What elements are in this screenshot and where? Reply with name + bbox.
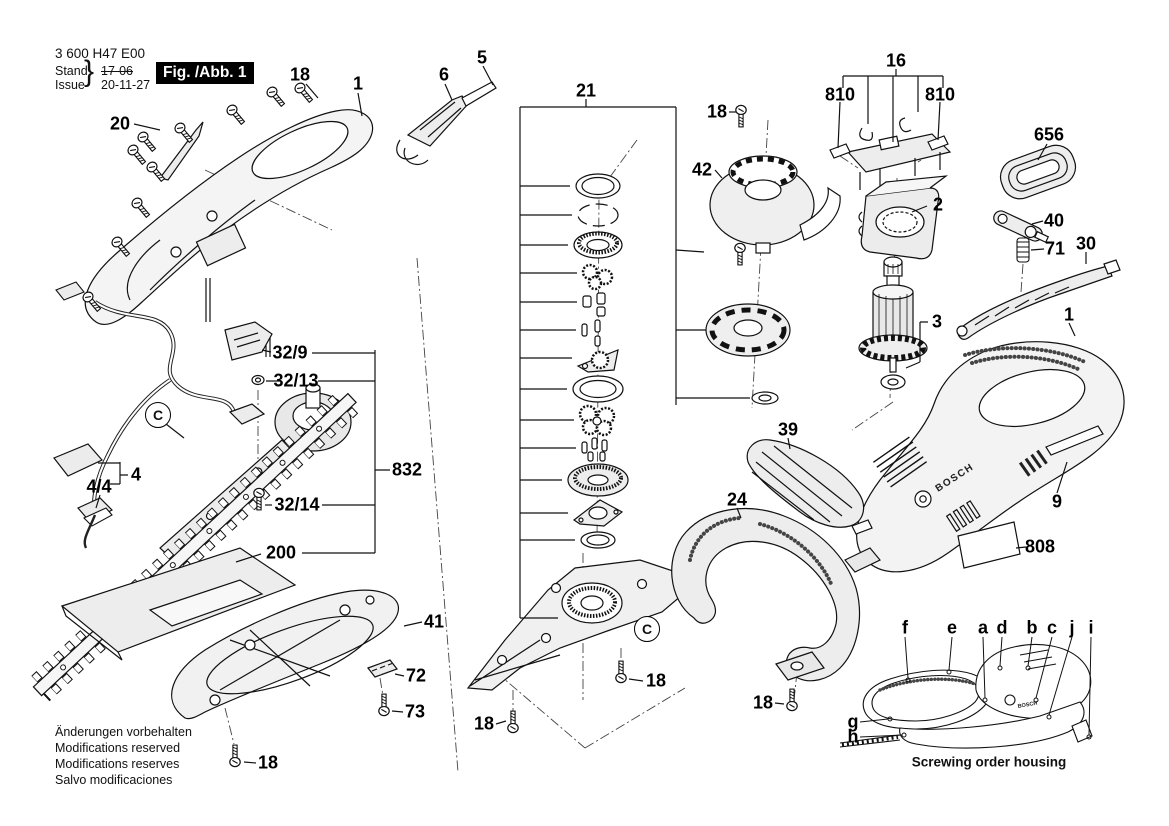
part-label-73: 73 xyxy=(404,701,426,722)
part-label-6: 6 xyxy=(438,64,450,85)
part-label-18-bow: 18 xyxy=(752,692,774,713)
brace-glyph: } xyxy=(84,55,95,88)
screw-icon xyxy=(130,196,152,219)
inset-brand-text: BOSCH xyxy=(1017,700,1038,710)
part-label-832: 832 xyxy=(391,459,423,480)
part-label-32-13: 32/13 xyxy=(273,370,319,391)
screw-order-letter-a: a xyxy=(977,617,989,638)
part-72-art xyxy=(368,660,397,677)
part-label-18-center-left: 18 xyxy=(473,713,495,734)
part-label-18-fan: 18 xyxy=(706,101,728,122)
part-label-20: 20 xyxy=(109,113,131,134)
screw-icon xyxy=(173,121,195,144)
screw-icon xyxy=(230,745,240,767)
part-label-71: 71 xyxy=(1044,238,1066,259)
stand-label: Stand xyxy=(55,64,88,78)
screw-order-letter-f: f xyxy=(902,617,908,638)
screw-order-letter-d: d xyxy=(996,617,1008,638)
part-1-upper-housing-art xyxy=(85,110,372,357)
part-label-1-right: 1 xyxy=(1063,304,1075,325)
part-label-810-left: 810 xyxy=(824,84,856,105)
screw-icon xyxy=(735,243,745,265)
part-label-3: 3 xyxy=(931,311,943,332)
screw-icon xyxy=(265,85,287,108)
screw-order-letter-c: c xyxy=(1046,617,1058,638)
screw-icon xyxy=(136,130,158,153)
part-label-32-14: 32/14 xyxy=(274,494,320,515)
part-656-art xyxy=(995,140,1080,204)
part-label-200: 200 xyxy=(265,542,297,563)
issue-date: 20-11-27 xyxy=(101,78,151,92)
screw-icon xyxy=(616,661,626,683)
screw-icon xyxy=(145,160,167,183)
screw-icon xyxy=(379,694,389,716)
part-label-9: 9 xyxy=(1051,491,1063,512)
screw-icon xyxy=(225,103,247,126)
part-label-16: 16 xyxy=(885,50,907,71)
part-label-5: 5 xyxy=(476,47,488,68)
part-label-42: 42 xyxy=(691,159,713,180)
part-21-stack-art xyxy=(568,174,628,548)
part-2-art xyxy=(859,176,946,259)
screw-icon xyxy=(508,711,518,733)
part-24-art xyxy=(672,509,860,681)
part-label-4-4: 4/4 xyxy=(86,476,112,497)
part-42-art xyxy=(706,156,840,404)
part-label-18-top: 18 xyxy=(289,64,311,85)
footer-line-es: Salvo modificaciones xyxy=(55,773,173,787)
part-label-24: 24 xyxy=(726,489,748,510)
screw-order-letter-b: b xyxy=(1026,617,1038,638)
screw-order-letter-i: i xyxy=(1088,617,1094,638)
part-label-2: 2 xyxy=(932,194,944,215)
figure-label: Fig. /Abb. 1 xyxy=(156,62,254,84)
screw-order-letter-g: g xyxy=(847,711,859,732)
part-3-art xyxy=(859,257,927,389)
part-label-18-bottom-left: 18 xyxy=(257,752,279,773)
superseded-date: 17-06 xyxy=(101,64,133,78)
screw-order-letter-j: j xyxy=(1069,617,1075,638)
part-label-810-right: 810 xyxy=(924,84,956,105)
part-label-40: 40 xyxy=(1043,210,1065,231)
document-number: 3 600 H47 E00 xyxy=(55,46,146,61)
part-label-656: 656 xyxy=(1033,124,1065,145)
callout-c-left: C xyxy=(145,402,171,428)
inset-trimmer-art xyxy=(840,637,1092,748)
part-label-32-9: 32/9 xyxy=(272,342,308,363)
footer-line-de: Änderungen vorbehalten xyxy=(55,725,192,739)
footer-notice xyxy=(55,724,192,788)
housing-brand-text: BOSCH xyxy=(933,461,977,495)
screw-icon xyxy=(126,143,148,166)
part-71-art xyxy=(1017,238,1029,262)
part-label-18-center: 18 xyxy=(645,670,667,691)
footer-line-en: Modifications reserved xyxy=(55,741,181,755)
part-label-808: 808 xyxy=(1024,536,1056,557)
issue-label: Issue xyxy=(55,78,85,92)
part-label-4: 4 xyxy=(130,464,142,485)
footer-line-fr: Modifications reserves xyxy=(55,757,180,771)
part-label-30: 30 xyxy=(1075,233,1097,254)
screw-icon xyxy=(736,105,746,127)
callout-c-right: C xyxy=(634,616,660,642)
screw-order-letter-h: h xyxy=(847,726,859,747)
part-5-6-cable-art xyxy=(397,82,496,164)
part-label-1-top: 1 xyxy=(352,73,364,94)
part-30-art xyxy=(957,260,1120,339)
inset-caption: Screwing order housing xyxy=(911,754,1067,770)
part-label-41: 41 xyxy=(423,611,445,632)
part-label-21: 21 xyxy=(575,80,597,101)
screw-icon xyxy=(787,689,797,711)
screw-order-letter-e: e xyxy=(946,617,958,638)
part-label-39: 39 xyxy=(777,419,799,440)
part-label-72: 72 xyxy=(405,665,427,686)
